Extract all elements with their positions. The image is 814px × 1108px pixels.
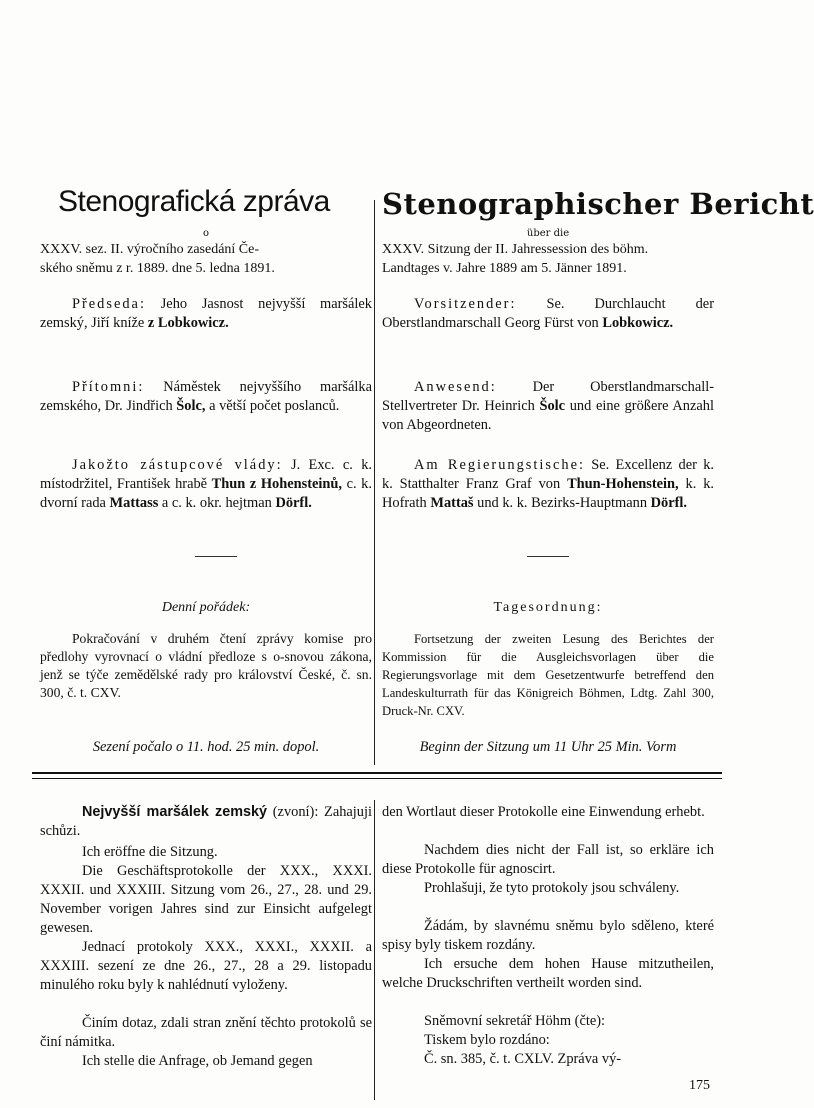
right-session: XXXV. Sitzung der II. Jahressession des böhm. Landtages v. Jahre 1889 am 5. Jänner 1891.: [382, 242, 649, 276]
right-p3: Prohlašuji, že tyto protokoly jsou schváleny.: [424, 880, 680, 896]
left-p3: Jednací protokoly XXX., XXXI., XXXII. a XXXIII. sezení ze dne 26., 27., 28 a 29. listopadu minulého roku byly k nahlédnutí vyloženy.: [40, 939, 372, 993]
page-number: 175: [689, 1078, 710, 1093]
left-sub: o: [202, 228, 210, 239]
right-p5: Ich ersuche dem hohen Hause mitzutheilen, welche Druckschriften vertheilt worden sind.: [382, 956, 714, 991]
column-divider-lower: [374, 800, 375, 1100]
left-present: Přítomni: Náměstek nejvyššího maršálka zemského, Dr. Jindřich Šolc, a větší počet poslanců.: [40, 379, 372, 414]
section-rule-bottom: [32, 778, 722, 779]
right-agenda-text: Fortsetzung der zweiten Lesung des Berichtes der Kommission für die Ausgleichsvorlagen über die Regierungsvorlage mit dem Gesetzentwurfe betreffend den Landeskulturrath für das Königreich Böhmen, Ldtg. Zahl 300, Druck-Nr. CXV.: [382, 632, 714, 718]
left-government: Jakožto zástupcové vlády: J. Exc. c. k. místodržitel, František hrabě Thun z Hohensteinů, c. k. dvorní rada Mattass a c. k. okr. hejtman Dörfl.: [40, 457, 372, 511]
column-divider: [374, 200, 375, 765]
right-sub: über die: [526, 228, 570, 239]
right-p4: Žádám, by slavnému sněmu bylo sděleno, které spisy byly tiskem rozdány.: [382, 918, 714, 953]
right-chair: Vorsitzender: Se. Durchlaucht der Oberstlandmarschall Georg Fürst von Lobkowicz.: [382, 296, 714, 331]
right-p2: Nachdem dies nicht der Fall ist, so erkläre ich diese Protokolle für agnoscirt.: [382, 842, 714, 877]
left-p4: Činím dotaz, zdali stran znění těchto protokolů se činí námitka.: [40, 1015, 372, 1050]
left-p5: Ich stelle die Anfrage, ob Jemand gegen: [82, 1053, 313, 1069]
left-p1: Ich eröffne die Sitzung.: [82, 844, 218, 860]
left-agenda-label: Denní pořádek:: [161, 600, 251, 615]
right-title: Stenographischer Bericht: [382, 187, 814, 221]
left-session: XXXV. sez. II. výročního zasedání Če- ského sněmu z r. 1889. dne 5. ledna 1891.: [40, 242, 275, 276]
right-government: Am Regierungstische: Se. Excellenz der k. k. Statthalter Franz Graf von Thun-Hohenstein, k. k. Hofrath Mattaš und k. k. Bezirks-Hauptmann Dörfl.: [382, 457, 714, 511]
section-rule-top: [32, 772, 722, 774]
right-present: Anwesend: Der Oberstlandmarschall-Stellvertreter Dr. Heinrich Šolc und eine größere Anzahl von Abgeordneten.: [382, 379, 714, 433]
left-speaker: Nejvyšší maršálek zemský (zvoní): Zahajuji schůzi.: [40, 804, 372, 839]
left-p2: Die Geschäftsprotokolle der XXX., XXXI. XXXII. und XXXIII. Sitzung vom 26., 27., 28. und 29. November vorigen Jahres sind zur Einsicht aufgelegt gewesen.: [40, 863, 372, 936]
right-agenda-label: Tagesordnung:: [493, 600, 603, 615]
right-p8: Č. sn. 385, č. t. CXLV. Zpráva vý-: [424, 1051, 622, 1067]
left-title: Stenografická zpráva: [58, 185, 330, 218]
left-chair: Předseda: Jeho Jasnost nejvyšší maršálek zemský, Jiří kníže z Lobkowicz.: [40, 296, 372, 331]
left-short-rule: [195, 556, 237, 557]
right-short-rule: [527, 556, 569, 557]
right-p1: den Wortlaut dieser Protokolle eine Einwendung erhebt.: [382, 804, 705, 820]
right-p6: Sněmovní sekretář Höhm (čte):: [424, 1013, 606, 1029]
left-start-time: Sezení počalo o 11. hod. 25 min. dopol.: [92, 739, 320, 755]
right-p7: Tiskem bylo rozdáno:: [424, 1032, 550, 1048]
left-agenda-text: Pokračování v druhém čtení zprávy komise pro předlohy vyrovnací o vládní předloze s o-snovou zákona, jenž se týče zemědělské rady pro království České, č. sn. 300, č. t. CXV.: [40, 631, 372, 700]
right-start-time: Beginn der Sitzung um 11 Uhr 25 Min. Vorm: [419, 739, 677, 755]
